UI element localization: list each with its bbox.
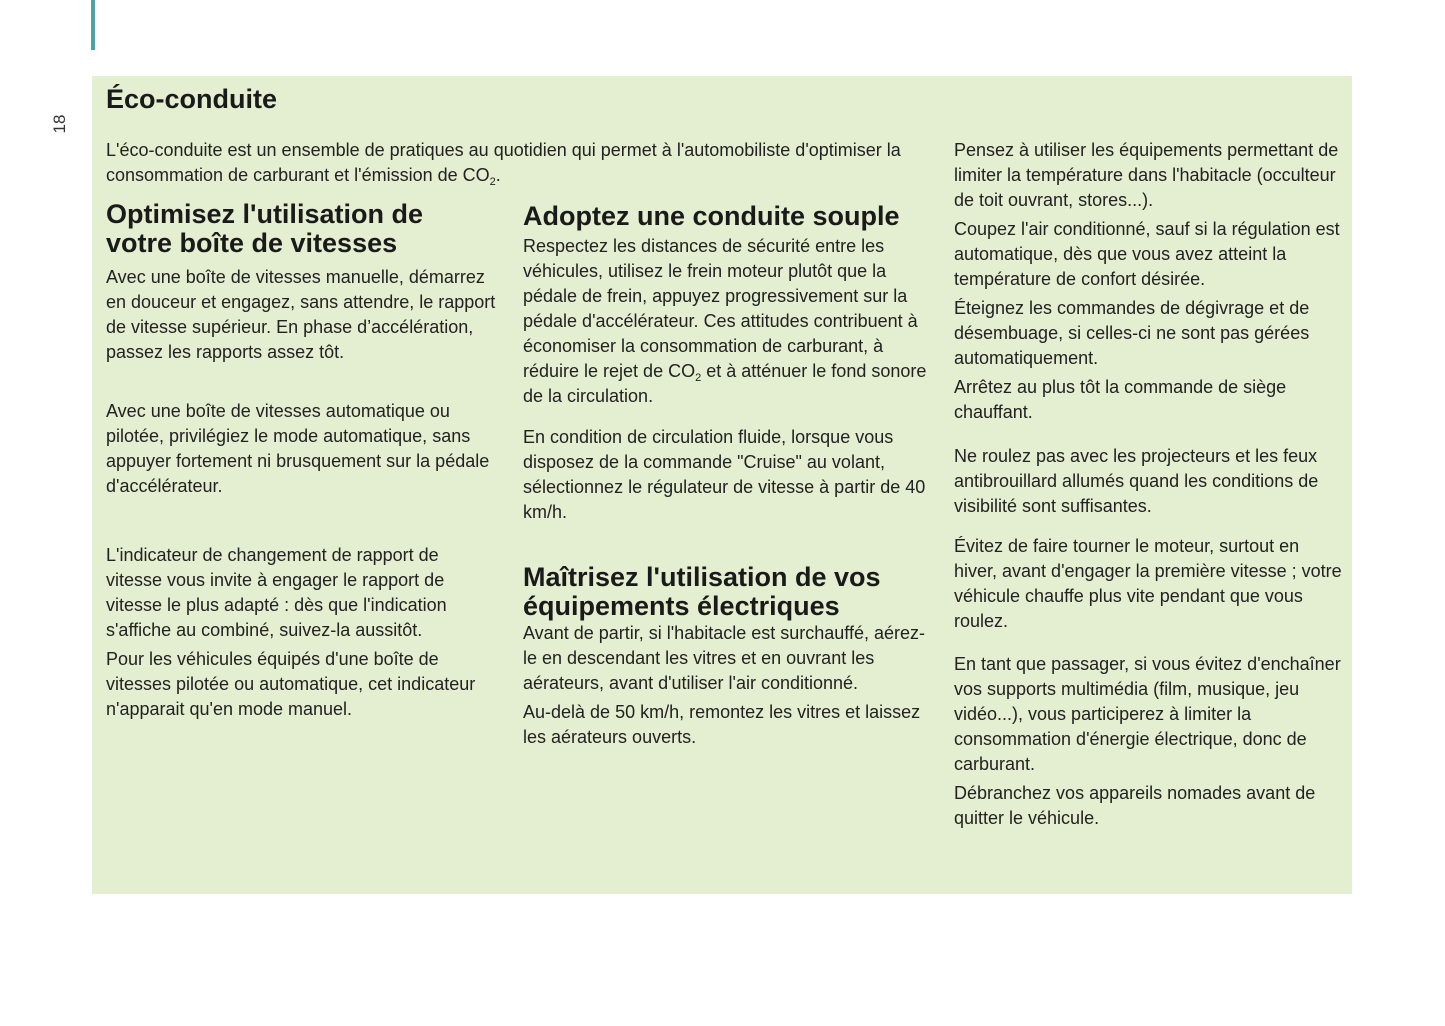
- column-tips: [954, 138, 1344, 831]
- column-gearbox: [106, 200, 496, 722]
- tip-item: Évitez de faire tourner le moteur, surtout en hiver, avant d'engager la première vitesse ; votre véhicule chauffe plus vite pendant que vous roulez.: [954, 536, 1342, 631]
- gearbox-automatic-text: Avec une boîte de vitesses automatique ou pilotée, privilégiez le mode automatique, sans appuyer fortement ni brusquement sur la pédale d'accélérateur.: [106, 401, 490, 496]
- smooth-driving-subscript: 2: [695, 372, 702, 384]
- tip-item: Arrêtez au plus tôt la commande de siège chauffant.: [954, 377, 1287, 422]
- accent-bar: [91, 0, 95, 50]
- intro-paragraph: [106, 138, 916, 188]
- tip-item: Coupez l'air conditionné, sauf si la régulation est automatique, dès que vous avez atteint la température de confort désirée.: [954, 219, 1340, 289]
- intro-text-end: .: [495, 165, 501, 185]
- electrical-ventilation-text: Avant de partir, si l'habitacle est surchauffé, aérez-le en descendant les vitres et en ouvrant les aérateurs, avant d'utiliser l'air conditionné.: [523, 623, 925, 693]
- smooth-driving-text-end: et à atténuer le fond sonore de la circulation.: [523, 361, 927, 406]
- tip-item: Débranchez vos appareils nomades avant de quitter le véhicule.: [954, 783, 1316, 828]
- intro-subscript: 2: [489, 176, 496, 188]
- gearbox-heading: Optimisez l'utilisation de votre boîte de vitesses: [106, 199, 423, 258]
- tip-item: En tant que passager, si vous évitez d'enchaîner vos supports multimédia (film, musique, jeu vidéo...), vous participerez à limiter la consommation d'énergie électrique, donc de carburant.: [954, 654, 1341, 774]
- tip-item: Pensez à utiliser les équipements permettant de limiter la température dans l'habitacle (occulteur de toit ouvrant, stores...).: [954, 140, 1339, 210]
- column-driving: [523, 202, 928, 750]
- gearbox-indicator-text: L'indicateur de changement de rapport de vitesse vous invite à engager le rapport de vitesse le plus adapté : dès que l'indication s'affiche au combiné, suivez-la aussitôt.: [106, 545, 447, 640]
- cruise-text: En condition de circulation fluide, lorsque vous disposez de la commande "Cruise" au volant, sélectionnez le régulateur de vitesse à partir de 40 km/h.: [523, 427, 926, 522]
- page-title: Éco-conduite: [106, 84, 278, 114]
- page-number: 18: [50, 114, 69, 134]
- gearbox-manual-text: Avec une boîte de vitesses manuelle, démarrez en douceur et engagez, sans attendre, le rapport de vitesse supérieur. En phase d’accélération, passez les rapports assez tôt.: [106, 267, 496, 362]
- electrical-windows-text: Au-delà de 50 km/h, remontez les vitres et laissez les aérateurs ouverts.: [523, 702, 921, 747]
- tip-item: Éteignez les commandes de dégivrage et de désembuage, si celles-ci ne sont pas gérées automatiquement.: [954, 298, 1310, 368]
- tip-item: Ne roulez pas avec les projecteurs et les feux antibrouillard allumés quand les conditions de visibilité sont suffisantes.: [954, 446, 1319, 516]
- smooth-driving-text: [523, 234, 928, 409]
- smooth-driving-heading: Adoptez une conduite souple: [523, 201, 900, 231]
- smooth-driving-text-start: Respectez les distances de sécurité entre les véhicules, utilisez le frein moteur plutôt que la pédale de frein, appuyez progressivement sur la pédale d'accélérateur. Ces attitudes contribuent à économiser la consommation de carburant, à réduire le rejet de CO: [523, 236, 918, 381]
- intro-text: L'éco-conduite est un ensemble de pratiques au quotidien qui permet à l'automobiliste d'optimiser la consommation de carburant et l'émission de CO: [106, 140, 901, 185]
- electrical-heading: Maîtrisez l'utilisation de vos équipements électriques: [523, 562, 881, 621]
- gearbox-indicator-note: Pour les véhicules équipés d'une boîte de vitesses pilotée ou automatique, cet indicateur n'apparait qu'en mode manuel.: [106, 649, 476, 719]
